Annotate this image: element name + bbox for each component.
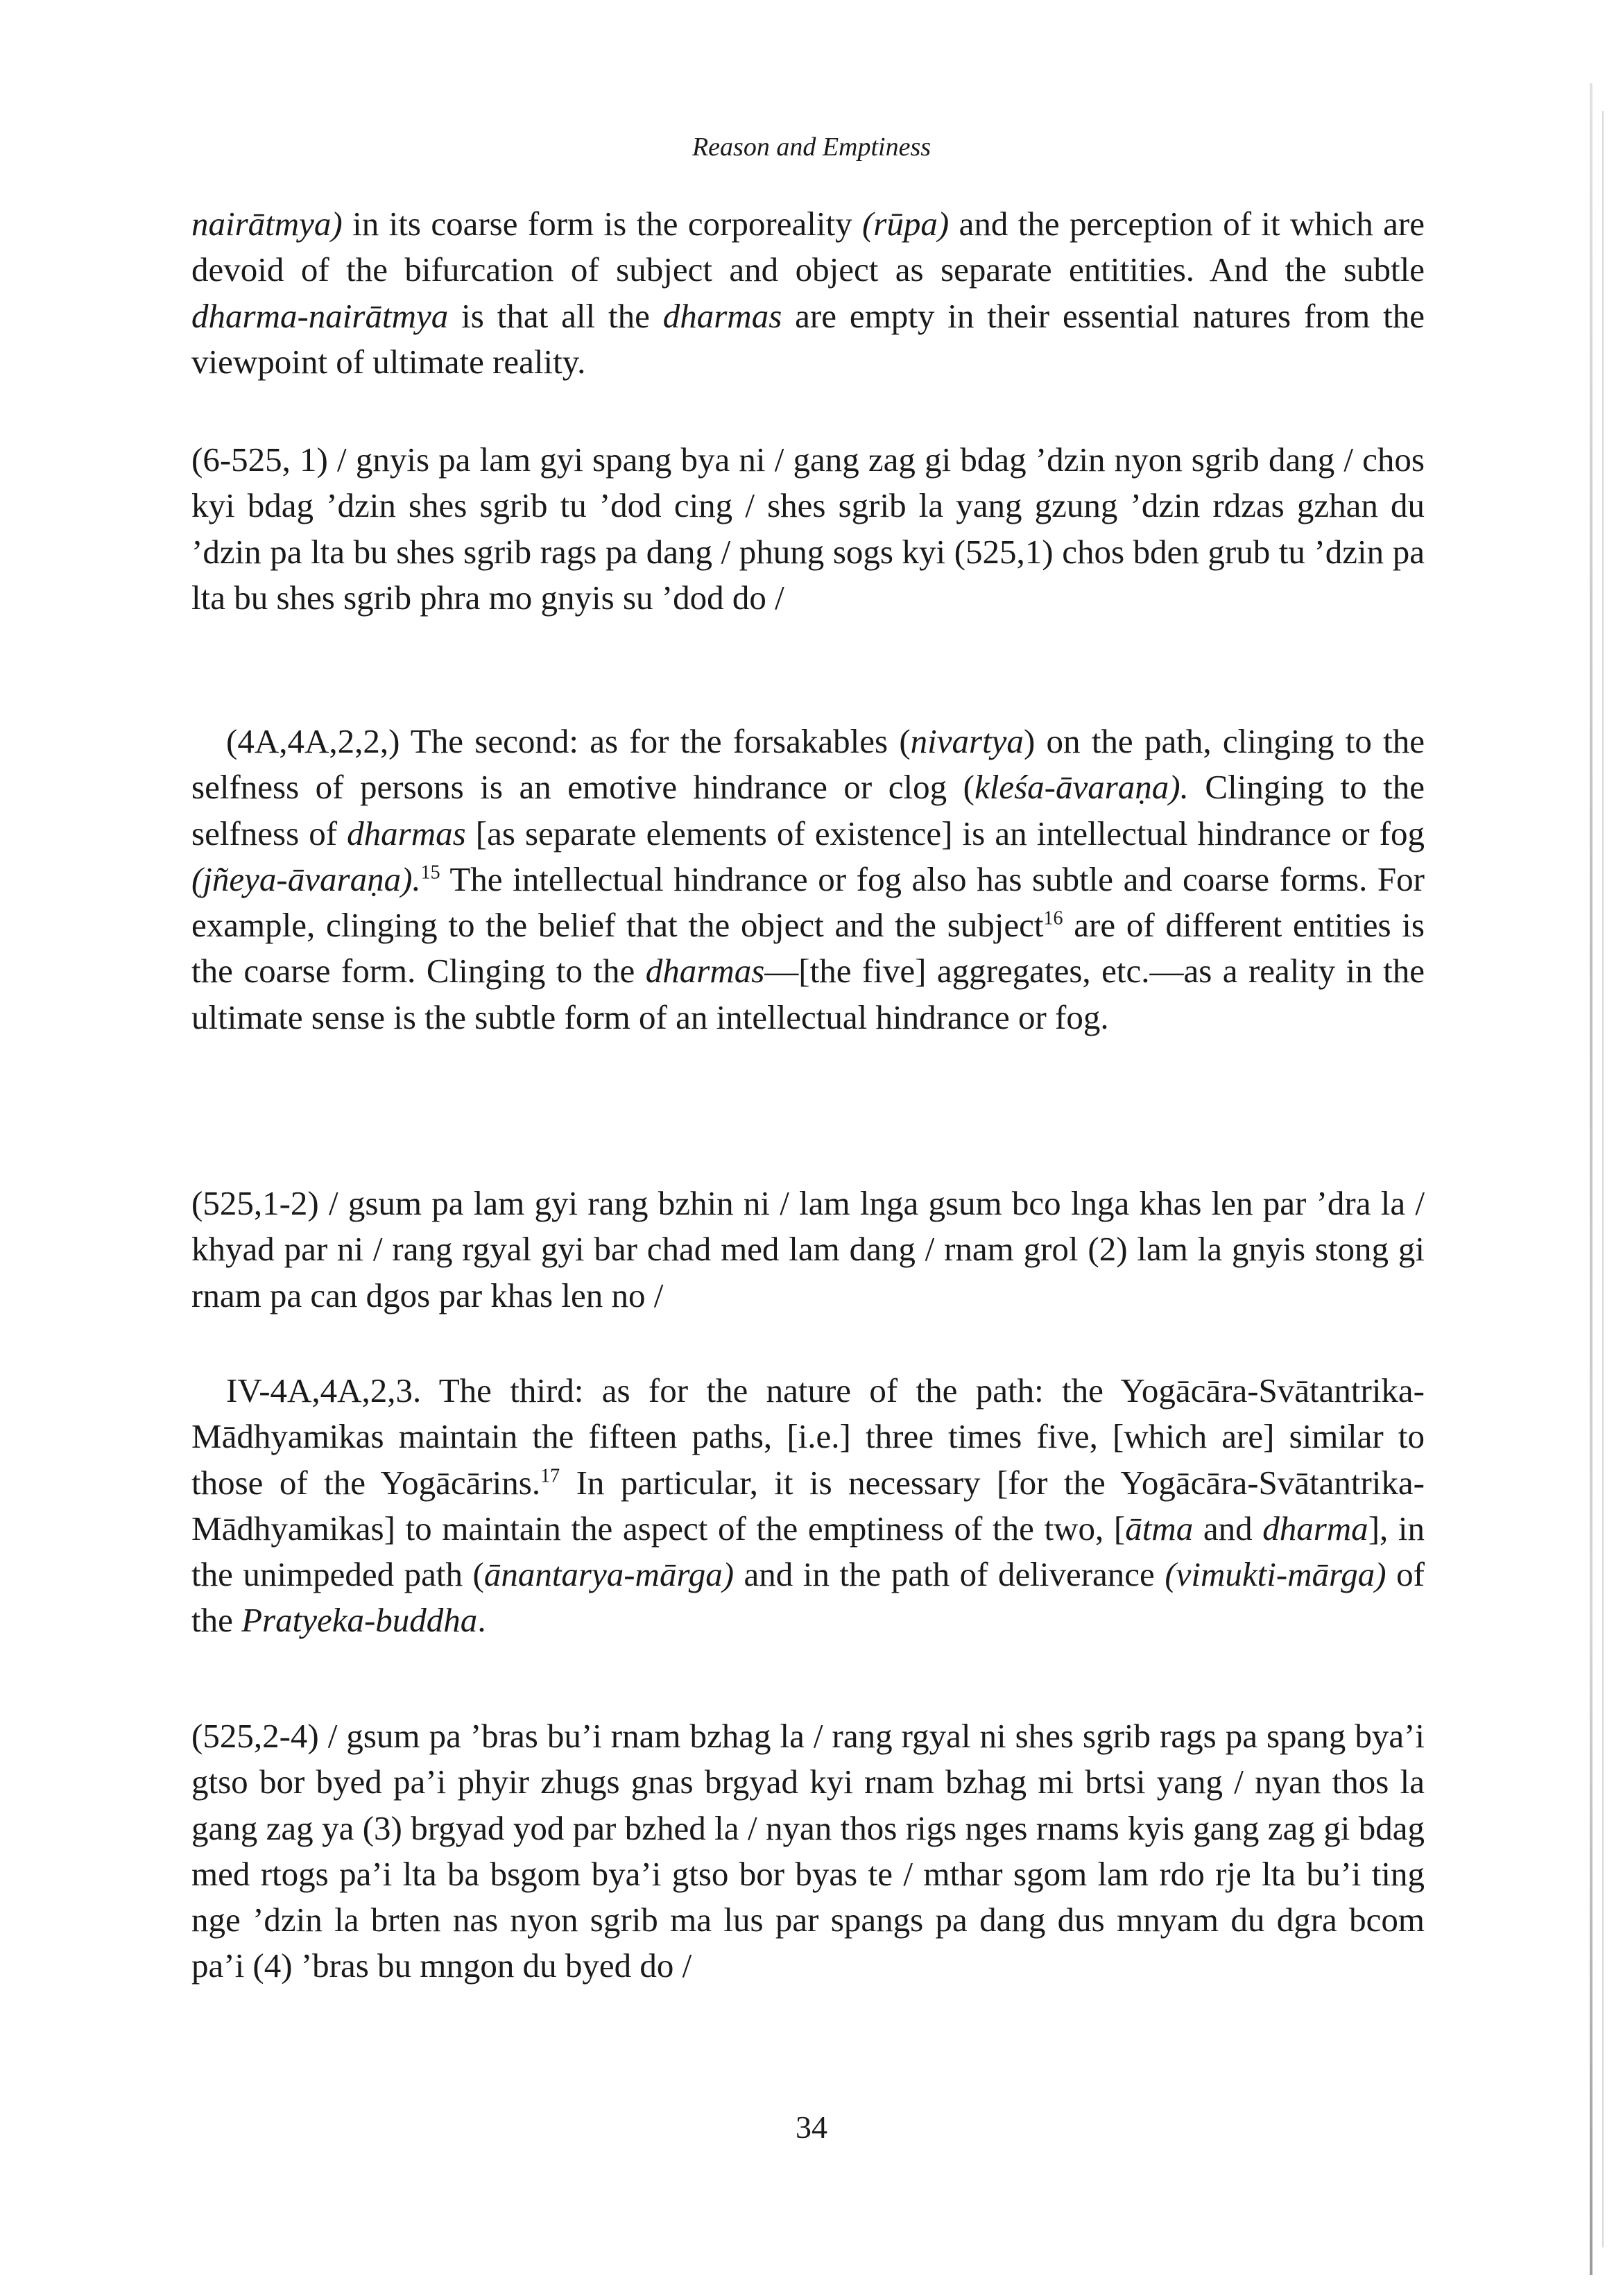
footnote-marker-16[interactable]: 16 xyxy=(1043,907,1063,929)
paragraph-tibetan-2: (525,1-2) / gsum pa lam gyi rang bzhin ni / lam lnga gsum bco lnga khas len par ’dra la / khyad par ni / rang rgyal gyi bar chad med lam dang / rnam grol (2) lam la gnyis stong gi rnam pa can dgos par khas len no / xyxy=(191,1184,1425,1314)
page-number: 34 xyxy=(796,2109,827,2145)
footnote-marker-17[interactable]: 17 xyxy=(540,1465,560,1487)
paragraph-translation-1: nairātmya) in its coarse form is the corporeality (rūpa) and the perception of it which are devoid of the bifurcation of subject and object as separate entitities. And the subtle dharma-nairātmya is that all the dharmas are empty in their essential natures from the viewpoint of ultimate reality. xyxy=(191,205,1425,381)
paragraph-translation-3: IV-4A,4A,2,3. The third: as for the nature of the path: the Yogācāra-Svātantrika-Mādhyamikas maintain the fifteen paths, [i.e.] three times five, [which are] similar to those of the Yogācārins.$^{17}$ In particular, it is necessary [for the Yogācāra-Svātantrika-Mādhyamikas] to maintain the aspect of the emptiness of the two, [ātma and dharma], in the unimpeded path (ānantarya-mārga) and in the path of deliverance (vimukti-mārga) of the Pratyeka-buddha. xyxy=(191,1371,1425,1640)
running-header: Reason and Emptiness xyxy=(692,132,931,162)
paragraph-translation-2: (4A,4A,2,2,) The second: as for the forsakables (nivartya) on the path, clinging to the selfness of persons is an emotive hindrance or clog (kleśa-āvaraṇa). Clinging to the selfness of dharmas [as separate elements of existence] is an intellectual hindrance or fog (jñeya-āvaraṇa).$^{15}$ The intellectual hindrance or fog also has subtle and coarse forms. For example, clinging to the belief that the object and the subject$^{16}$ are of different entities is the coarse form. Clinging to the dharmas—[the five] aggregates, etc.—as a reality in the ultimate sense is the subtle form of an intellectual hindrance or fog. xyxy=(191,722,1425,1036)
paragraph-tibetan-3: (525,2-4) / gsum pa ’bras bu’i rnam bzhag la / rang rgyal ni shes sgrib rags pa spang bya’i gtso bor byed pa’i phyir zhugs gnas brgyad kyi rnam bzhag mi brtsi yang / nyan thos la gang zag ya (3) brgyad yod par bzhed la / nyan thos rigs nges rnams kyis gang zag gi bdag med rtogs pa’i lta ba bsgom bya’i gtso bor byas te / mthar sgom lam rdo rje lta bu’i ting nge ’dzin la brten nas nyon sgrib ma lus par spangs pa dang dus mnyam du dgra bcom pa’i (4) ’bras bu mngon du byed do / xyxy=(191,1717,1425,1985)
page-edge-shadow xyxy=(1590,83,1592,2275)
footnote-marker-15[interactable]: 15 xyxy=(420,862,440,884)
page-edge-line xyxy=(1602,111,1604,2247)
paragraph-tibetan-1: (6-525, 1) / gnyis pa lam gyi spang bya ni / gang zag gi bdag ’dzin nyon sgrib dang / chos kyi bdag ’dzin shes sgrib tu ’dod cing / shes sgrib la yang gzung ’dzin rdzas gzhan du ’dzin pa lta bu shes sgrib rags pa dang / phung sogs kyi (525,1) chos bden grub tu ’dzin pa lta bu shes sgrib phra mo gnyis su ’dod do / xyxy=(191,440,1425,617)
